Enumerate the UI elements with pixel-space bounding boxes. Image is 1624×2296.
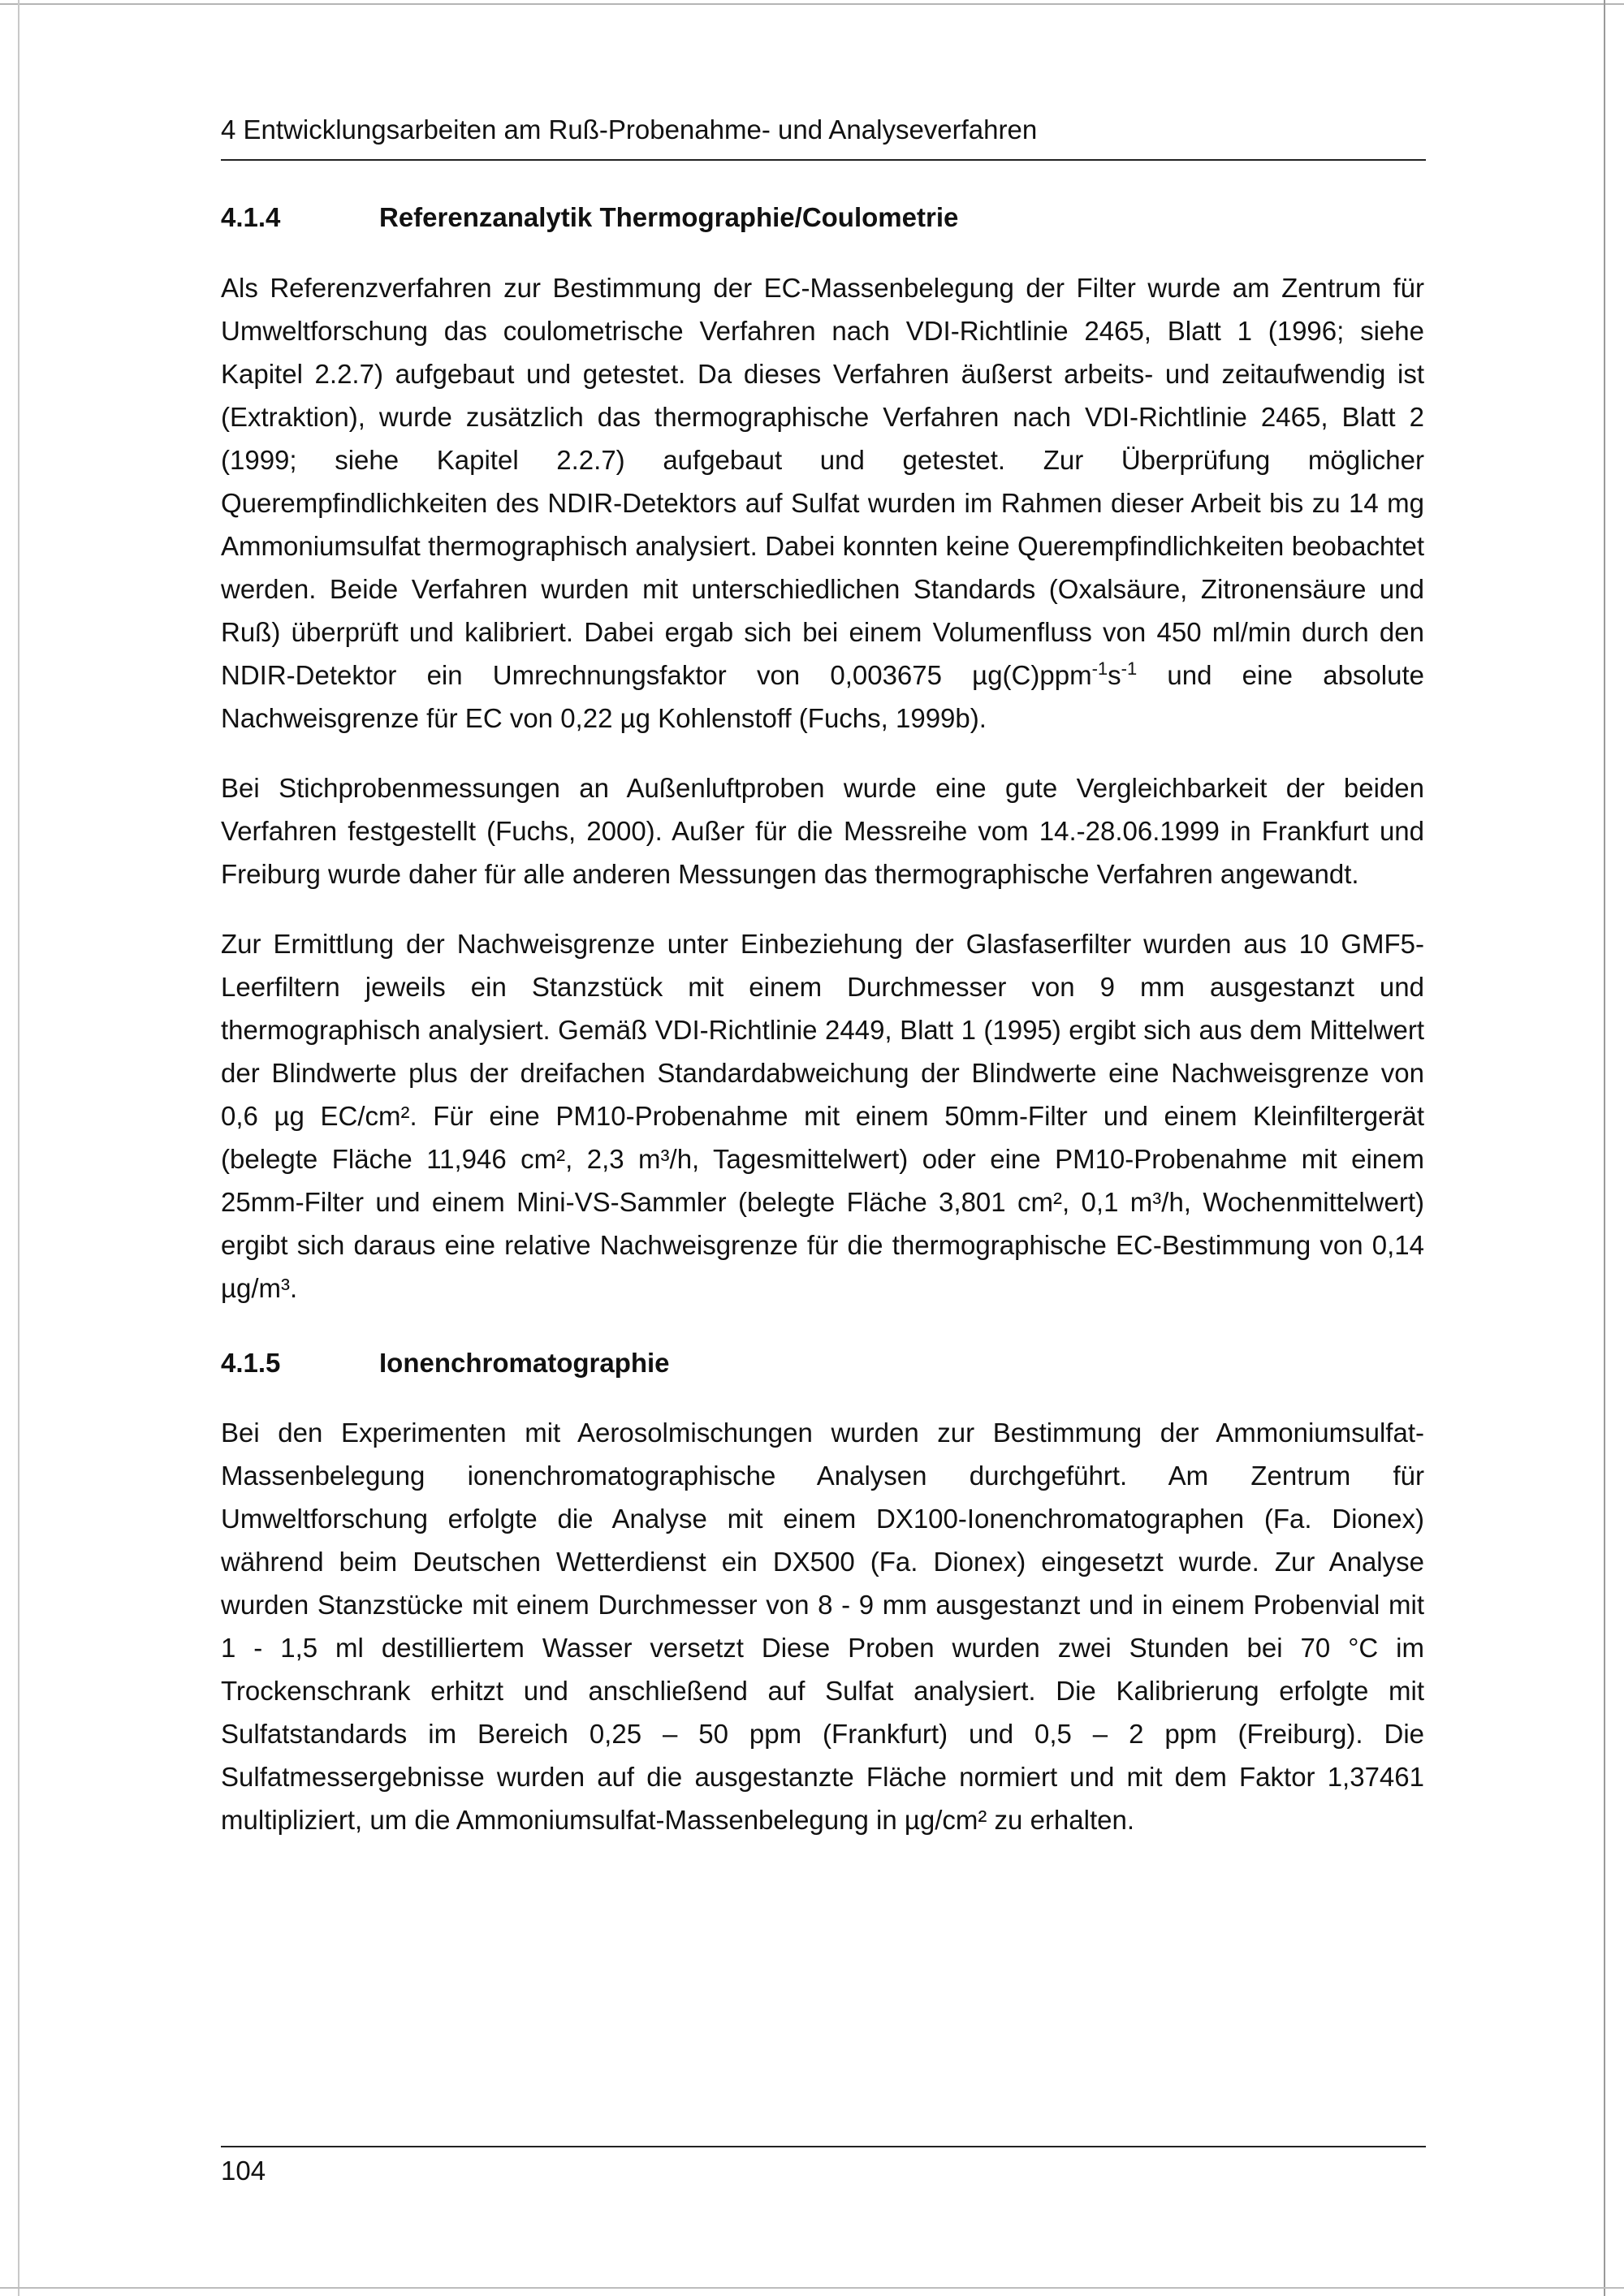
- section-number: 4.1.4: [221, 202, 281, 232]
- footer-rule: [221, 2146, 1426, 2147]
- superscript-exponent: -1: [1091, 658, 1108, 679]
- scan-edge-left: [18, 0, 19, 2296]
- superscript-exponent: -1: [1121, 658, 1138, 679]
- header-rule: [221, 159, 1426, 161]
- page-number: 104: [221, 2156, 266, 2186]
- section-title: Referenzanalytik Thermographie/Coulometrie: [379, 202, 959, 232]
- section-number: 4.1.5: [221, 1347, 281, 1378]
- scan-edge-right: [1604, 0, 1605, 2296]
- page-body: [221, 106, 1424, 1841]
- scan-edge-top: [0, 3, 1624, 5]
- scan-edge-bottom: [0, 2287, 1624, 2289]
- section-heading-4-1-5: [221, 1347, 1424, 1379]
- paragraph-reference-methods: [221, 266, 1424, 740]
- paragraph-detection-limit: Zur Ermittlung der Nachweisgrenze unter Einbeziehung der Glasfaserfilter wurden aus 10 GMF5-Leerfiltern jeweils ein Stanzstück mit einem Durchmesser von 9 mm ausgestanzt und thermographisch analysiert. Gemäß VDI-Richtlinie 2449, Blatt 1 (1995) ergibt sich aus dem Mittelwert der Blindwerte plus der dreifachen Standardabweichung der Blindwerte eine Nachweisgrenze von 0,6 µg EC/cm². Für eine PM10-Probenahme mit einem 50mm-Filter und einem Kleinfiltergerät (belegte Fläche 11,946 cm², 2,3 m³/h, Tagesmittelwert) oder eine PM10-Probenahme mit einem 25mm-Filter und einem Mini-VS-Sammler (belegte Fläche 3,801 cm², 0,1 m³/h, Wochenmittelwert) ergibt sich daraus eine relative Nachweisgrenze für die thermographische EC-Bestimmung von 0,14 µg/m³.: [221, 928, 1424, 1303]
- paragraph-text-part-c: und eine absolute Nachweisgrenze für EC von 0,22 µg Kohlenstoff (Fuchs, 1999b).: [221, 659, 1424, 733]
- paragraph-text-part-b: s: [1108, 659, 1121, 690]
- paragraph-text-part-a: Als Referenzverfahren zur Bestimmung der EC-Massenbelegung der Filter wurde am Zentrum für Umweltforschung das coulometrische Verfahren nach VDI-Richtlinie 2465, Blatt 1 (1996; siehe Kapitel 2.2.7) aufgebaut und getestet. Da dieses Verfahren äußerst arbeits- und zeitaufwendig ist (Extraktion), wurde zusätzlich das thermographische Verfahren nach VDI-Richtlinie 2465, Blatt 2 (1999; siehe Kapitel 2.2.7) aufgebaut und getestet. Zur Überprüfung möglicher Querempfindlichkeiten des NDIR-Detektors auf Sulfat wurden im Rahmen dieser Arbeit bis zu 14 mg Ammoniumsulfat thermographisch analysiert. Dabei konnten keine Querempfindlichkeiten beobachtet werden. Beide Verfahren wurden mit unterschiedlichen Standards (Oxalsäure, Zitronensäure und Ruß) überprüft und kalibriert. Dabei ergab sich bei einem Volumenfluss von 450 ml/min durch den NDIR-Detektor ein Umrechnungsfaktor von 0,003675 µg(C)ppm: [221, 272, 1424, 690]
- paragraph-comparability: Bei Stichprobenmessungen an Außenluftproben wurde eine gute Vergleichbarkeit der beiden Verfahren festgestellt (Fuchs, 2000). Außer für die Messreihe vom 14.-28.06.1999 in Frankfurt und Freiburg wurde daher für alle anderen Messungen das thermographische Verfahren angewandt.: [221, 772, 1424, 889]
- section-heading-4-1-4: [221, 201, 1424, 234]
- running-header: 4 Entwicklungsarbeiten am Ruß-Probenahme- und Analyseverfahren: [221, 114, 1038, 145]
- paragraph-ion-chromatography: Bei den Experimenten mit Aerosolmischungen wurden zur Bestimmung der Ammoniumsulfat-Massenbelegung ionenchromatographische Analysen durchgeführt. Am Zentrum für Umweltforschung erfolgte die Analyse mit einem DX100-Ionenchromatographen (Fa. Dionex) während beim Deutschen Wetterdienst ein DX500 (Fa. Dionex) eingesetzt wurde. Zur Analyse wurden Stanzstücke mit einem Durchmesser von 8 - 9 mm ausgestanzt und in einem Probenvial mit 1 - 1,5 ml destilliertem Wasser versetzt Diese Proben wurden zwei Stunden bei 70 °C im Trockenschrank erhitzt und anschließend auf Sulfat analysiert. Die Kalibrierung erfolgte mit Sulfatstandards im Bereich 0,25 – 50 ppm (Frankfurt) und 0,5 – 2 ppm (Freiburg). Die Sulfatmessergebnisse wurden auf die ausgestanzte Fläche normiert und mit dem Faktor 1,37461 multipliziert, um die Ammoniumsulfat-Massenbelegung in µg/cm² zu erhalten.: [221, 1418, 1424, 1836]
- section-title: Ionenchromatographie: [379, 1347, 670, 1378]
